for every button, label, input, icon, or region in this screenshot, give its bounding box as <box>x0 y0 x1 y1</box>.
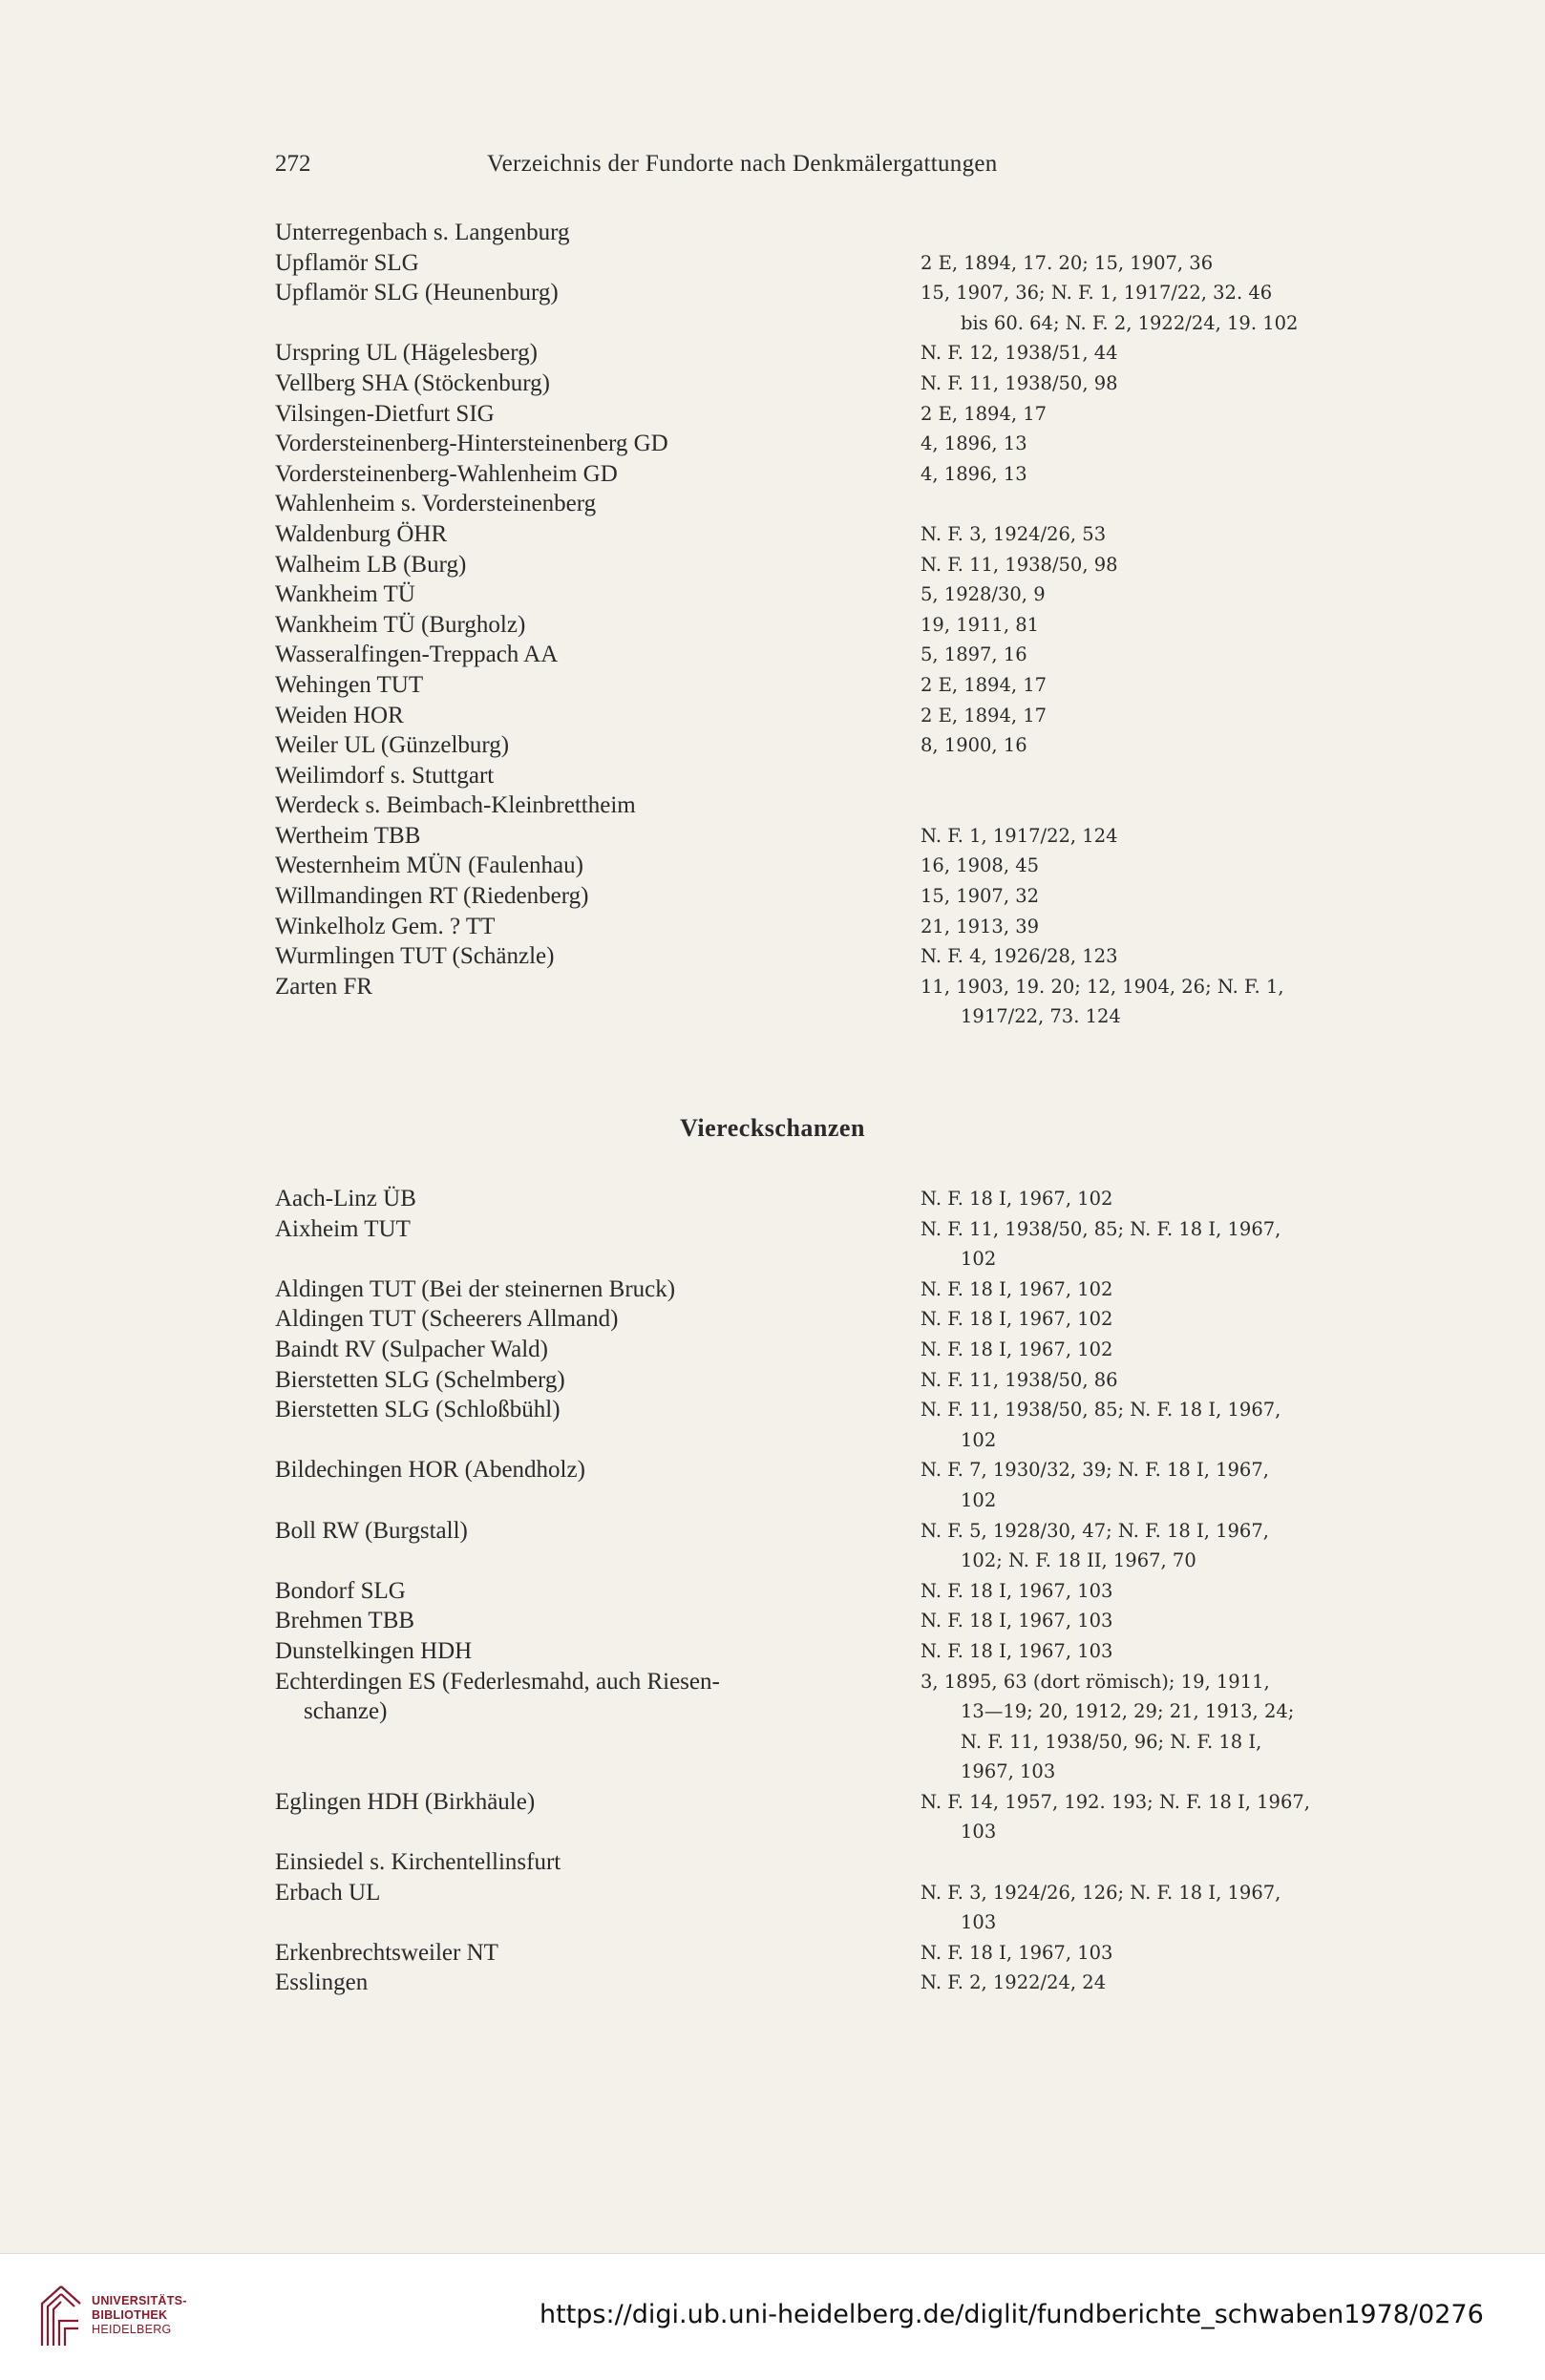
section-heading: Viereckschanzen <box>680 1114 865 1142</box>
bibliographic-reference: N. F. 5, 1928/30, 47; N. F. 18 I, 1967, 102; N. F. 18 II, 1967, 70 <box>921 1519 1269 1572</box>
place-name: Erkenbrechtsweiler NT <box>275 1939 498 1966</box>
permalink-url[interactable]: https://digi.ub.uni-heidelberg.de/diglit/fundberichte_schwaben1978/0276 <box>540 2300 1484 2329</box>
place-name: Dunstelkingen HDH <box>275 1637 473 1664</box>
place-name: Weiden HOR <box>275 702 404 728</box>
index-entry <box>275 730 1402 761</box>
place-name: Walheim LB (Burg) <box>275 551 467 578</box>
index-entry <box>275 821 1402 852</box>
footer-bar <box>0 2253 1545 2380</box>
place-name: Aixheim TUT <box>275 1215 411 1242</box>
index-entry <box>275 278 1402 338</box>
place-name: Wasseralfingen-Treppach AA <box>275 642 559 668</box>
place-name: Bierstetten SLG (Schloßbühl) <box>275 1397 561 1423</box>
index-entry <box>275 912 1402 942</box>
bibliographic-reference: N. F. 4, 1926/28, 123 <box>921 945 1118 968</box>
bibliographic-reference: N. F. 11, 1938/50, 85; N. F. 18 I, 1967, 102 <box>921 1399 1281 1451</box>
index-list-2 <box>275 1184 1402 1998</box>
index-entry <box>275 1847 1402 1878</box>
index-entry <box>275 1184 1402 1214</box>
place-name: Weilimdorf s. Stuttgart <box>275 762 495 789</box>
bibliographic-reference: 16, 1908, 45 <box>921 854 1040 877</box>
bibliographic-reference: 11, 1903, 19. 20; 12, 1904, 26; N. F. 1, 1917/22, 73. 124 <box>921 975 1284 1028</box>
bibliographic-reference: N. F. 18 I, 1967, 102 <box>921 1308 1113 1331</box>
bibliographic-reference: 2 E, 1894, 17 <box>921 704 1048 727</box>
bibliographic-reference: N. F. 11, 1938/50, 86 <box>921 1368 1118 1391</box>
bibliographic-reference: N. F. 12, 1938/51, 44 <box>921 342 1118 365</box>
bibliographic-reference: N. F. 3, 1924/26, 126; N. F. 18 I, 1967, 103 <box>921 1881 1281 1934</box>
bibliographic-reference: N. F. 7, 1930/32, 39; N. F. 18 I, 1967, 102 <box>921 1459 1269 1511</box>
index-entry <box>275 1455 1402 1515</box>
bibliographic-reference: 3, 1895, 63 (dort römisch); 19, 1911, 13—19; 20, 1912, 29; 21, 1913, 24; N. F. 11, 1938/50, 96; N. F. 18 I, 1967, 103 <box>921 1670 1295 1783</box>
bibliographic-reference: 2 E, 1894, 17 <box>921 673 1048 696</box>
place-name: Eglingen HDH (Birkhäule) <box>275 1788 536 1815</box>
index-entry <box>275 670 1402 701</box>
bibliographic-reference: 2 E, 1894, 17 <box>921 402 1048 425</box>
bibliographic-reference: 15, 1907, 32 <box>921 885 1040 908</box>
index-entry <box>275 1938 1402 1969</box>
place-name: Westernheim MÜN (Faulenhau) <box>275 853 583 879</box>
bibliographic-reference: 4, 1896, 13 <box>921 462 1027 485</box>
index-entry <box>275 1214 1402 1274</box>
bibliographic-reference: 15, 1907, 36; N. F. 1, 1917/22, 32. 46 bis 60. 64; N. F. 2, 1922/24, 19. 102 <box>921 282 1299 334</box>
place-name: Aldingen TUT (Scheerers Allmand) <box>275 1306 619 1333</box>
index-entry <box>275 1365 1402 1396</box>
index-entry <box>275 459 1402 490</box>
bibliographic-reference: N. F. 18 I, 1967, 103 <box>921 1941 1113 1964</box>
bibliographic-reference: 19, 1911, 81 <box>921 613 1040 636</box>
index-entry <box>275 972 1402 1032</box>
page-header <box>275 151 1163 178</box>
place-name: Baindt RV (Sulpacher Wald) <box>275 1336 548 1362</box>
place-name: Bondorf SLG <box>275 1577 406 1604</box>
place-name: Wahlenheim s. Vordersteinenberg <box>275 491 597 517</box>
bibliographic-reference: N. F. 18 I, 1967, 102 <box>921 1277 1113 1300</box>
place-name: Winkelholz Gem. ? TT <box>275 913 496 939</box>
index-entry <box>275 1606 1402 1636</box>
index-list-1 <box>275 218 1402 1032</box>
bibliographic-reference: N. F. 18 I, 1967, 102 <box>921 1337 1113 1360</box>
index-entry <box>275 399 1402 430</box>
bibliographic-reference: N. F. 18 I, 1967, 102 <box>921 1188 1113 1210</box>
index-entry <box>275 1516 1402 1576</box>
index-entry <box>275 579 1402 610</box>
bibliographic-reference: 2 E, 1894, 17. 20; 15, 1907, 36 <box>921 251 1214 274</box>
place-name: Wertheim TBB <box>275 822 421 849</box>
index-entry <box>275 429 1402 459</box>
index-entry <box>275 1878 1402 1938</box>
place-name: Brehmen TBB <box>275 1608 415 1634</box>
index-entry <box>275 1576 1402 1607</box>
bibliographic-reference: 5, 1897, 16 <box>921 643 1027 666</box>
place-name: Bildechingen HOR (Abendholz) <box>275 1457 585 1484</box>
bibliographic-reference: N. F. 14, 1957, 192. 193; N. F. 18 I, 1967, 103 <box>921 1790 1310 1843</box>
place-name: Weiler UL (Günzelburg) <box>275 732 510 759</box>
place-name: Waldenburg ÖHR <box>275 520 448 547</box>
place-name: Erbach UL <box>275 1879 381 1906</box>
index-entry <box>275 1395 1402 1455</box>
index-entry <box>275 1787 1402 1847</box>
bibliographic-reference: N. F. 11, 1938/50, 98 <box>921 553 1118 576</box>
bibliographic-reference: N. F. 11, 1938/50, 98 <box>921 371 1118 394</box>
bibliographic-reference: N. F. 1, 1917/22, 124 <box>921 824 1118 847</box>
bibliographic-reference: N. F. 2, 1922/24, 24 <box>921 1971 1107 1994</box>
index-entry <box>275 701 1402 731</box>
place-name: Esslingen <box>275 1969 369 1996</box>
index-entry <box>275 1667 1402 1787</box>
bibliographic-reference: 5, 1928/30, 9 <box>921 583 1046 606</box>
place-name: Vordersteinenberg-Hintersteinenberg GD <box>275 431 668 457</box>
index-entry <box>275 610 1402 641</box>
place-name: Bierstetten SLG (Schelmberg) <box>275 1366 565 1393</box>
place-name: Aach-Linz ÜB <box>275 1186 416 1211</box>
bibliographic-reference: 21, 1913, 39 <box>921 915 1040 937</box>
page-number: 272 <box>275 151 311 177</box>
index-entry <box>275 851 1402 881</box>
index-entry <box>275 489 1402 519</box>
place-name: Upflamör SLG (Heunenburg) <box>275 280 559 306</box>
place-name: Wankheim TÜ <box>275 581 415 608</box>
library-logo-icon <box>36 2283 86 2349</box>
place-name: Vilsingen-Dietfurt SIG <box>275 400 495 427</box>
index-entry <box>275 338 1402 369</box>
bibliographic-reference: N. F. 18 I, 1967, 103 <box>921 1579 1113 1602</box>
place-name: Vordersteinenberg-Wahlenheim GD <box>275 460 618 487</box>
bibliographic-reference: N. F. 3, 1924/26, 53 <box>921 522 1107 545</box>
bibliographic-reference: 4, 1896, 13 <box>921 432 1027 455</box>
place-name: Wehingen TUT <box>275 671 424 698</box>
place-name: Aldingen TUT (Bei der steinernen Bruck) <box>275 1275 676 1302</box>
place-name: Unterregenbach s. Langenburg <box>275 220 570 245</box>
bibliographic-reference: N. F. 18 I, 1967, 103 <box>921 1610 1113 1632</box>
place-name: Echterdingen ES (Federlesmahd, auch Riesen- schanze) <box>275 1668 720 1725</box>
place-name: Vellberg SHA (Stöckenburg) <box>275 369 550 396</box>
index-entry <box>275 1335 1402 1365</box>
index-entry <box>275 1274 1402 1305</box>
place-name: Werdeck s. Beimbach-Kleinbrettheim <box>275 792 636 819</box>
bibliographic-reference: N. F. 11, 1938/50, 85; N. F. 18 I, 1967, 102 <box>921 1217 1281 1271</box>
place-name: Urspring UL (Hägelesberg) <box>275 340 538 367</box>
place-name: Wankheim TÜ (Burgholz) <box>275 611 526 638</box>
index-entry <box>275 1968 1402 1998</box>
index-entry <box>275 881 1402 912</box>
place-name: Zarten FR <box>275 973 373 1000</box>
index-entry <box>275 1636 1402 1667</box>
place-name: Willmandingen RT (Riedenberg) <box>275 883 589 910</box>
index-entry <box>275 218 1402 248</box>
library-name: UNIVERSITÄTS- BIBLIOTHEK HEIDELBERG <box>92 2294 187 2336</box>
index-entry <box>275 640 1402 670</box>
place-name: Upflamör SLG <box>275 249 419 276</box>
place-name: Boll RW (Burgstall) <box>275 1517 468 1544</box>
index-entry <box>275 761 1402 791</box>
index-entry <box>275 1304 1402 1335</box>
bibliographic-reference: 8, 1900, 16 <box>921 734 1027 757</box>
index-entry <box>275 369 1402 399</box>
place-name: Wurmlingen TUT (Schänzle) <box>275 943 555 970</box>
index-entry <box>275 248 1402 279</box>
index-entry <box>275 941 1402 972</box>
index-entry <box>275 790 1402 821</box>
place-name: Einsiedel s. Kirchentellinsfurt <box>275 1849 561 1876</box>
running-title: Verzeichnis der Fundorte nach Denkmälergattungen <box>487 151 998 177</box>
bibliographic-reference: N. F. 18 I, 1967, 103 <box>921 1639 1113 1662</box>
index-entry <box>275 550 1402 580</box>
index-entry <box>275 519 1402 550</box>
